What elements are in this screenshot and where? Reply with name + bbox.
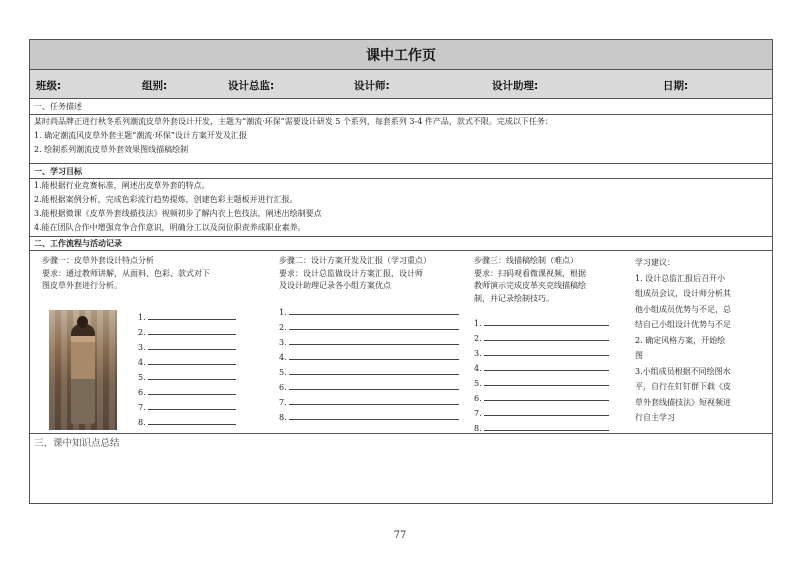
- step2-req: 要求：设计总监做设计方案汇报，设计师: [279, 268, 423, 278]
- task-heading: 一、任务描述: [34, 102, 82, 111]
- step1-req: 要求：通过教师讲解，从面料、色彩、款式对下: [42, 268, 210, 278]
- advice-line: 平，自行在钉钉群下载《皮: [635, 382, 731, 391]
- workflow-section: [30, 237, 772, 434]
- advice-line: 3.小组成员根据不同绘图水: [635, 366, 731, 376]
- group-label: 组别:: [142, 80, 168, 92]
- list-item: 1.: [474, 317, 609, 332]
- step1-text: [42, 255, 210, 293]
- list-item: 8.: [138, 416, 236, 431]
- advice-line: 1. 设计总监汇报后召开小: [635, 273, 726, 283]
- list-item: 1.: [138, 311, 236, 326]
- list-item: 5.: [138, 371, 236, 386]
- advice-text: [635, 255, 731, 426]
- list-item: 8.: [474, 422, 609, 437]
- list-item: 7.: [138, 401, 236, 416]
- worksheet: [29, 39, 773, 504]
- goal-line: 1.能根据行业竞赛标准，阐述出皮草外套的特点。: [34, 181, 210, 190]
- list-item: 2.: [474, 332, 609, 347]
- task-section: [30, 99, 772, 164]
- info-bar: [30, 70, 772, 99]
- step1-req: 图皮草外套进行分析。: [42, 281, 122, 290]
- list-item: 5.: [474, 377, 609, 392]
- list-item: 6.: [474, 392, 609, 407]
- goal-line: 2.能根据案例分析，完成色彩流行趋势提炼，创建色彩主题板并进行汇报。: [34, 195, 298, 204]
- fur-coat-photo: [49, 310, 117, 430]
- advice-line: 他小组成员优势与不足，总: [635, 304, 731, 314]
- list-item: 6.: [138, 386, 236, 401]
- step2-req: 及设计助理记录各小组方案优点: [279, 281, 391, 290]
- advice-line: 组成员会议，设计师分析其: [635, 289, 731, 298]
- date-label: 日期:: [663, 80, 689, 92]
- list-item: 7.: [474, 407, 609, 422]
- list-item: 3.: [474, 347, 609, 362]
- advice-line: 结自己小组设计优势与不足: [635, 320, 731, 329]
- page-title: 课中工作页: [30, 40, 772, 70]
- list-item: 1.: [279, 306, 459, 321]
- step2-text: [279, 255, 431, 293]
- list-item: 5.: [279, 366, 459, 381]
- task-line: 1. 确定潮流风皮草外套主题“潮流·环保”设计方案开发及汇报: [34, 131, 247, 140]
- advice-line: 草外套线描技法》短视频进: [635, 397, 731, 407]
- step2-list: [279, 306, 459, 426]
- step3-list: [474, 317, 609, 437]
- advice-line: 图: [635, 351, 643, 360]
- director-label: 设计总监:: [228, 80, 275, 92]
- designer-label: 设计师:: [354, 80, 390, 92]
- advice-line: 2. 确定风格方案，开始绘: [635, 335, 726, 345]
- list-item: 4.: [138, 356, 236, 371]
- step3-title: 步骤三：线描稿绘制（难点）: [474, 256, 578, 265]
- goal-line: 3.能根据微课《皮草外套线描技法》视频初步了解内衣上色技法，阐述出绘制要点: [34, 209, 322, 218]
- goal-line: 4.能在团队合作中增强竞争合作意识，明确分工以及岗位职责养成职业素养。: [34, 223, 306, 232]
- list-item: 8.: [279, 411, 459, 426]
- step3-req: 制，并记录绘制技巧。: [474, 293, 554, 303]
- list-item: 2.: [138, 326, 236, 341]
- summary-section: [30, 434, 772, 506]
- class-label: 班级:: [36, 80, 62, 92]
- task-line: 某时尚品牌正进行秋冬系列潮流皮草外套设计开发，主题为“潮流·环保”需要设计研发 5 个系列，每套系列 3-4 件产品，款式不限。完成以下任务：: [34, 117, 553, 126]
- workflow-heading: 二、工作流程与活动记录: [34, 239, 122, 248]
- list-item: 2.: [279, 321, 459, 336]
- goals-section: [30, 164, 772, 237]
- task-line: 2. 绘制系列潮流皮草外套效果图线描稿绘制: [34, 145, 189, 154]
- summary-heading: 三、课中知识点总结: [34, 438, 120, 449]
- list-item: 7.: [279, 396, 459, 411]
- step3-text: [474, 255, 586, 305]
- step1-list: [138, 311, 236, 431]
- list-item: 4.: [474, 362, 609, 377]
- step3-req: 要求：扫码观看微课视频，根据: [474, 268, 586, 278]
- page-number: 77: [393, 530, 407, 541]
- list-item: 3.: [138, 341, 236, 356]
- advice-line: 行自主学习: [635, 413, 675, 422]
- step2-title: 步骤二：设计方案开发及汇报（学习重点）: [279, 256, 431, 265]
- step1-title: 步骤一：皮草外套设计特点分析: [42, 256, 154, 265]
- list-item: 4.: [279, 351, 459, 366]
- list-item: 3.: [279, 336, 459, 351]
- list-item: 6.: [279, 381, 459, 396]
- advice-title: 学习建议：: [635, 258, 675, 267]
- assistant-label: 设计助理:: [492, 80, 539, 92]
- goals-heading: 一、学习目标: [34, 167, 82, 176]
- step3-req: 教师演示完成皮革夹克线描稿绘: [474, 281, 586, 290]
